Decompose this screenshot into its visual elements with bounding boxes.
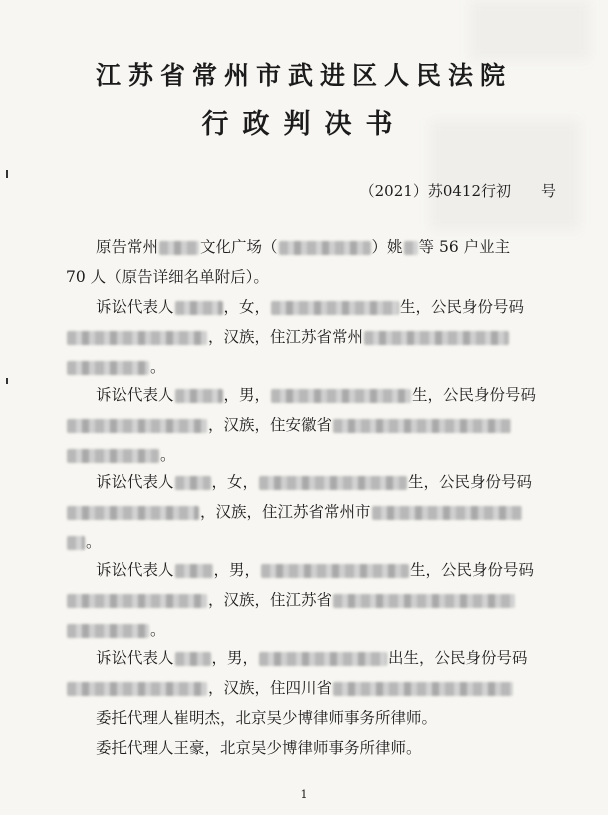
redacted-text xyxy=(259,476,407,490)
redacted-text xyxy=(67,449,159,463)
rep-ethnic: ，汉族，住江苏省常州市 xyxy=(200,503,371,521)
court-name: 江苏省常州市武进区人民法院 xyxy=(95,61,512,90)
rep-label: 诉讼代表人 xyxy=(96,473,174,491)
representative-paragraph: 诉讼代表人 ，女， 生，公民身份号码 ，汉族，住江苏省常州 。 xyxy=(66,292,526,382)
redacted-text xyxy=(175,564,213,578)
rep-ethnic: ，汉族，住江苏省常州 xyxy=(208,328,364,346)
representative-paragraph xyxy=(66,643,526,703)
representative-paragraph: 诉讼代表人 ，男， 生，公民身份号码 ，汉族，住安徽省 。 xyxy=(66,380,526,470)
rep-ethnic: ，汉族，住安徽省 xyxy=(208,416,333,434)
redacted-text xyxy=(67,419,207,433)
redacted-text xyxy=(67,682,207,696)
scan-mark xyxy=(6,378,8,384)
rep-label: 诉讼代表人 xyxy=(96,298,174,316)
plaintiff-mid2: ）姚 xyxy=(371,238,403,256)
redacted-text xyxy=(271,389,411,403)
rep-label: 诉讼代表人 xyxy=(96,649,174,667)
plaintiff-mid: 文化广场（ xyxy=(200,238,278,256)
rep-gender: ，女， xyxy=(223,298,271,316)
redacted-text xyxy=(404,241,418,255)
redacted-text xyxy=(333,419,511,433)
case-number: （2021）苏0412行初 号 xyxy=(359,182,556,200)
representative-paragraph: 诉讼代表人 ，男， 生，公民身份号码 ，汉族，住江苏省 。 xyxy=(66,555,526,645)
redacted-text xyxy=(67,506,199,520)
rep-label: 诉讼代表人 xyxy=(96,561,174,579)
agent-line: 委托代理人崔明杰，北京吴少博律师事务所律师。 xyxy=(96,709,438,727)
agent-line: 委托代理人王豪，北京吴少博律师事务所律师。 xyxy=(96,739,422,757)
agents-paragraph xyxy=(66,703,526,763)
page-number: 1 xyxy=(300,788,308,801)
rep-gender: ，男， xyxy=(213,561,261,579)
redacted-text xyxy=(175,389,223,403)
redacted-text xyxy=(159,241,199,255)
redacted-text xyxy=(67,624,149,638)
redacted-text xyxy=(67,536,85,550)
scan-mark xyxy=(6,170,8,178)
redacted-text xyxy=(259,652,387,666)
redacted-text xyxy=(271,301,399,315)
redacted-text xyxy=(279,241,371,255)
redacted-text xyxy=(175,652,211,666)
redacted-text xyxy=(261,564,409,578)
redacted-text xyxy=(372,506,522,520)
rep-gender: ，女， xyxy=(211,473,259,491)
redacted-text xyxy=(67,331,207,345)
redacted-text xyxy=(175,476,211,490)
rep-ethnic: ，汉族，住江苏省 xyxy=(208,591,333,609)
redacted-text xyxy=(67,594,207,608)
representative-paragraph: 诉讼代表人 ，女， 生，公民身份号码 ，汉族，住江苏省常州市 。 xyxy=(66,467,526,557)
rep-label: 诉讼代表人 xyxy=(96,386,174,404)
document-title: 行政判决书 xyxy=(201,109,407,140)
rep-ethnic: ，汉族，住四川省 xyxy=(208,679,333,697)
plaintiff-prefix: 原告常州 xyxy=(96,238,159,256)
redacted-text xyxy=(333,594,515,608)
plaintiff-suffix: 等 56 户业主 xyxy=(418,238,511,256)
rep-born: 出生，公民身份号码 xyxy=(388,649,528,667)
rep-born: 生，公民身份号码 xyxy=(408,473,533,491)
redacted-text xyxy=(67,361,149,375)
redacted-text xyxy=(333,682,513,696)
rep-gender: ，男， xyxy=(211,649,259,667)
rep-born: 生，公民身份号码 xyxy=(410,561,535,579)
redacted-text xyxy=(175,301,223,315)
rep-born: 生，公民身份号码 xyxy=(412,386,537,404)
plaintiff-paragraph xyxy=(66,232,526,292)
plaintiff-line2: 70 人（原告详细名单附后）。 xyxy=(66,268,269,286)
rep-gender: ，男， xyxy=(223,386,271,404)
rep-born: 生，公民身份号码 xyxy=(400,298,525,316)
redacted-text xyxy=(364,331,509,345)
